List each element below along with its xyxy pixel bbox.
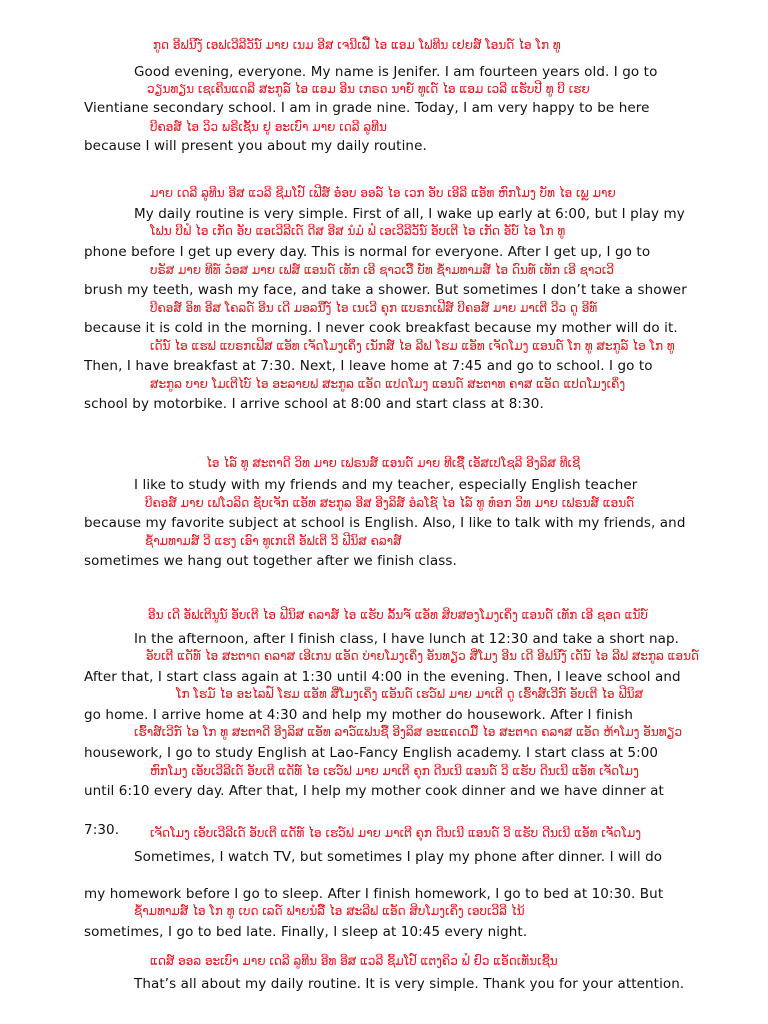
english-line: I like to study with my friends and my teacher, especially English teacher [134,477,638,493]
english-line: phone before I get up every day. This is normal for everyone. After I get up, I go to [84,244,651,260]
lao-line: ເດັນ໌ ໄອ ແຮຟ ແບຣກເຟີສ ແອັທ ເຈັດໂມງເຄິ່ງ ເນັກສ໌ ໄອ ລີຟ ໂຮມ ແອັທ ເຈັດໂມງ ແອນດ໌ ໂກ ທູ ສະກູລ໌ ໄອ ໂກ ທູ [150,339,675,353]
english-line: In the afternoon, after I finish class, I have lunch at 12:30 and take a short nap. [134,631,680,647]
english-line: go home. I arrive home at 4:30 and help my mother do housework. After I finish [84,707,634,723]
english-line: because my favorite subject at school is English. Also, I like to talk with my friends, and [84,515,686,531]
english-line: Then, I have breakfast at 7:30. Next, I leave home at 7:45 and go to school. I go to [84,358,653,374]
english-line: Good evening, everyone. My name is Jenifer. I am fourteen years old. I go to [134,64,658,80]
english-line: my homework before I go to sleep. After I finish homework, I go to bed at 10:30. But [84,886,664,902]
lao-line: ອີນ ເດີ ອັຟເຕີນູນ໌ ອັບເຕີ ໄອ ຟີນິສ ຄລາສ໌ ໄອ ແຮັບ ລັ້ນຈ໌ ແອັທ ສິບສອງໂມງເຄິ່ງ ແອນດ໌ ເທັກ ເອີ ຊອດ ແນັບ໌ [148,608,648,622]
english-line: sometimes we hang out together after we finish class. [84,553,457,569]
english-line: sometimes, I go to bed late. Finally, I sleep at 10:45 every night. [84,924,528,940]
english-line: school by motorbike. I arrive school at 8:00 and start class at 8:30. [84,396,544,412]
lao-line: ຫົກໂມງ ເອັບເວີລີເດ໌ ອັບເຕີ ແດັທ໌ ໄອ ເຮວ໌ຟ ມາຍ ມາເຕີ ຄຸກ ດີນເນີ ແອນດ໌ ວີ ແຮັບ ດີນເນີ ແອັທ ເຈັດໂມງ [150,764,639,778]
english-line: brush my teeth, wash my face, and take a shower. But sometimes I don’t take a shower [84,282,687,298]
lao-line: ຊໍ້າມທາມສ໌ ໄອ ໂກ ທູ ເບດ ເລດ໌ ຟາຍນໍລີ໌ ໄອ ສະລີຟ ແອັດ ສິບໂມງເຄິ່ງ ເອບເວີລີ ໄນ້ [134,904,525,918]
lao-line: ອັບເຕີ ແດັທ໌ ໄອ ສະຕາດ ຄລາສ ເອີເກນ ແອັດ ບ່າຍໂມງເຄິ່ງ ອັນທຽວ ສີ່ໂມງ ອີນ ເດີ ອີຟນິງ໌ ເດັນ໌ ໄອ ລີຟ ສະກູລ ແອນດ໌ [146,649,700,663]
english-line: Sometimes, I watch TV, but sometimes I play my phone after dinner. I will do [134,849,663,865]
english-line: After that, I start class again at 1:30 until 4:00 in the evening. Then, I leave school and [84,669,681,685]
lao-line: ໄອ ໄລ໌ ທູ ສະຕາດີ ວິທ ມາຍ ເຟຣນສ໌ ແອນດ໌ ມາຍ ທີເຊີ໌ ເອັສເປໂຊລີ ອີງລິສ ທີເຊີ [206,456,581,470]
lao-line: ໂຟນ ບີຟໍ ໄອ ເກັດ ອັບ ແອເວີລີເດ໌ ດີສ ອີສ ນໍມໍ ຟໍ ເອເວີລີວັນ໌ ອັບເຕີ ໄອ ເກັດ ອັບ໌ ໄອ ໂກ ທູ [150,224,566,238]
lao-line: ໂກ ໂຮມ໌ ໄອ ອະໄລຟ໌ ໂຮມ ແອັທ ສີ່ໂມງເຄິ່ງ ແອັນດ໌ ເຮວ໌ຟ ມາຍ ມາເຕີ ດູ ເຮົ້າສ໌ເວີກ໌ ອັບເຕີ ໄອ ຟີນິສ [176,687,644,701]
lao-line: ກູດ ອີຟນິງ໌ ເອຟເວີລີວັນ໌ ມາຍ ເນມ ອີສ ເຈນີເຟີ໌ ໄອ ແອມ ໂຟທີນ ເຢຍສ໌ ໂອນດ໌ ໄອ ໂກ ທູ [153,38,561,52]
english-line: until 6:10 every day. After that, I help my mother cook dinner and we have dinner at [84,783,664,799]
lao-line: ບຣັສ ມາຍ ທີທ໌ ວ໋ອສ ມາຍ ເຟສ໌ ແອນດ໌ ເທັກ ເອີ ຊາວເວີ໌ ບັທ ຊໍ້າມທາມສ໌ ໄອ ດົນທ໌ ເທັກ ເອີ ຊາວເວີ [150,263,615,277]
english-line: 7:30. [84,822,120,838]
english-line: That’s all about my daily routine. It is very simple. Thank you for your attention. [134,976,685,992]
lao-line: ເຈັດໂມງ ເອັບເວີລີເດ໌ ອັບເຕີ ແດັທ໌ ໄອ ເຮວ໌ຟ ມາຍ ມາເຕີ ຄຸກ ດີນເນີ ແອນດ໌ ວີ ແຮັບ ດີນເນີ ແອັທ ເຈັດໂມງ [150,826,642,840]
english-line: housework, I go to study English at Lao-Fancy English academy. I start class at 5:00 [84,745,659,761]
english-line: My daily routine is very simple. First of all, I wake up early at 6:00, but I play my [134,206,685,222]
lao-line: ບີຄອສ໌ ອິທ ອີສ ໂຄລດ໌ ອີນ ເດີ ມອລນີ່ງ໌ ໄອ ເນເວີ ຄຸກ ແບຣກເຟີສ໌ ບີຄອສ໌ ມາຍ ມາເຕີ ວີວ ດູ ອີທ໌ [150,301,598,315]
lao-line: ວຽນທຽນ ເຊເຄີນແດລີ ສະກູລ໌ ໄອ ແອມ ອີນ ເກຣດ ນາຍ໌ ທູເດ໌ ໄອ ແອມ ເວລີ ແຮັບປີ ທູ ບີ ເຮຍ [147,82,590,96]
lao-line: ມາຍ ເດລີ ລູທີນ ອີສ ແວລີ ຊີມໂປ໌ ເຟີສ໌ ອ໋ອບ ອອລ໌ ໄອ ເວກ ອັບ ເອີລີ ແອັທ ຫົກໂມງ ບັທ ໄອ ເພຼ ມາຍ [150,186,616,200]
lao-line: ເຮົ້າສ໌ເວີກ໌ ໄອ ໂກ ທູ ສະຕາດີ ອີງລິສ ແອັທ ລາວ໌ແຟນຊີ໌ ອີງລິສ ອະແຄເດມີ໌ ໄອ ສະຕາດ ຄລາສ ແອັດ ຫ້າໂມງ ອັນທຽວ [134,725,683,739]
english-line: because it is cold in the morning. I never cook breakfast because my mother will do it. [84,320,678,336]
english-line: Vientiane secondary school. I am in grade nine. Today, I am very happy to be here [84,100,650,116]
lao-line: ຊໍ້າມທາມສ໌ ວີ ແຮງ ເອົາ ທູເກເຕີ ອັຟເຕີ ວີ ຟີນິສ ຄລາສ໌ [145,534,402,548]
lao-line: ບີຄອສ໌ ມາຍ ເຟໂວລິດ ຊັບເຈັກ ແອັທ ສະກູລ ອີສ ອີງລິສ໌ ອໍລໂຊ໌ ໄອ ໄລ໌ ທູ ທ໋ອກ ວິທ ມາຍ ເຟຣນສ໌ ແອນດ໌ [145,496,635,510]
lao-line: ບີຄອສ໌ ໄອ ວິວ ພຣີເຊັ້ນ ຢູ ອະເບົາ ມາຍ ເດລີ ລູທີນ [150,120,387,134]
english-line: because I will present you about my daily routine. [84,138,427,154]
lao-line: ສະກູລ ບາຍ ໂມເຕີໄບ໌ ໄອ ອະລາຍຟ ສະກູລ ແອັດ ແປດໂມງ ແອນດ໌ ສະຕາທ ຄາສ ແອັດ ແປດໂມງເຄິ່ງ [150,377,626,391]
lao-line: ແດສ໌ ອອລ ອະເບົາ ມາຍ ເດລີ ລູທີນ ອີທ ອີສ ແວລີ ຊິ້ມໂປ໌ ແຕງຄິວ ຟໍ ຢົວ ແອັດເທັນເຊີ້ນ [150,954,558,968]
